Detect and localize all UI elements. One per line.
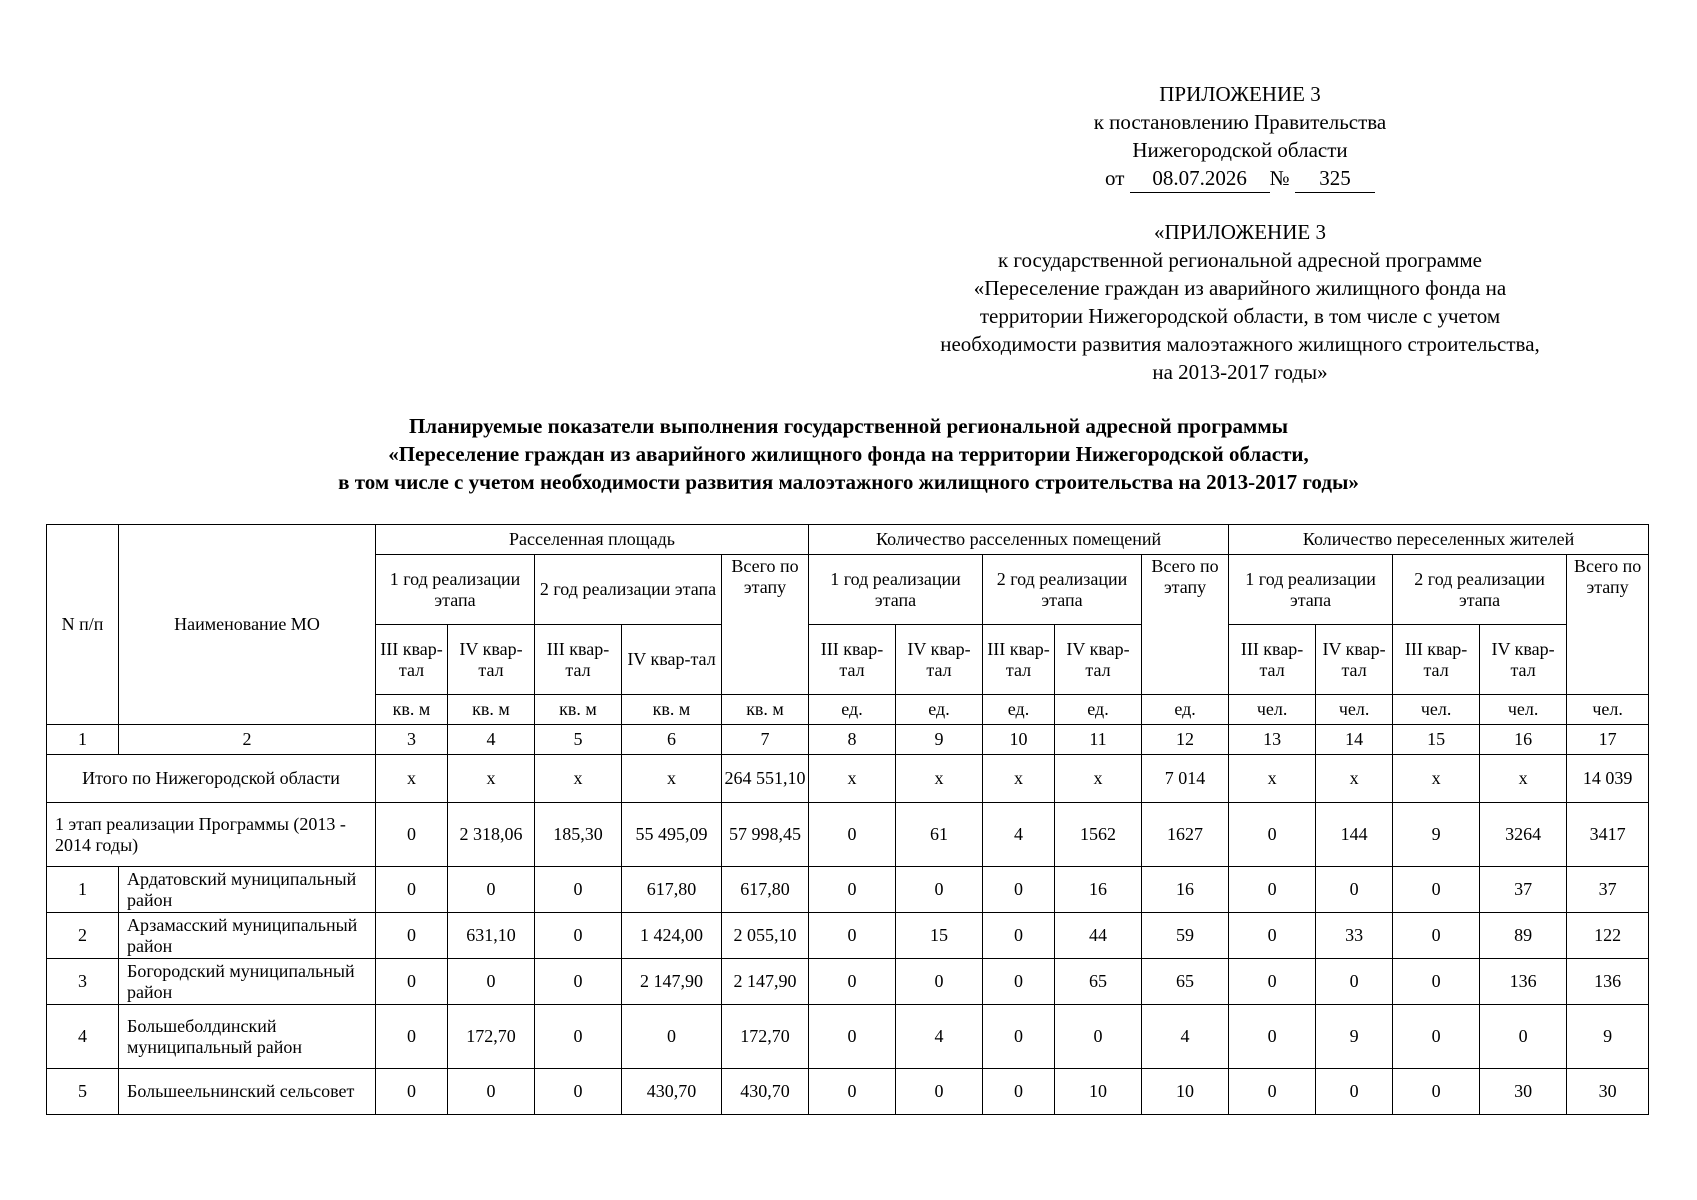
value-cell: 0 xyxy=(983,1005,1055,1069)
value-cell: 0 xyxy=(809,1069,896,1115)
value-cell: 0 xyxy=(983,867,1055,913)
table-row xyxy=(47,959,1649,1005)
people-total: Всего по этапу xyxy=(1567,555,1649,695)
value-cell: x xyxy=(376,755,448,803)
value-cell: 0 xyxy=(1393,867,1480,913)
col-number: 17 xyxy=(1567,725,1649,755)
value-cell: 136 xyxy=(1567,959,1649,1005)
value-cell: 0 xyxy=(809,959,896,1005)
value-cell: 10 xyxy=(1142,1069,1229,1115)
value-cell: 9 xyxy=(1393,803,1480,867)
indicators-table xyxy=(46,524,1649,1115)
value-cell: 37 xyxy=(1480,867,1567,913)
value-cell: 0 xyxy=(376,959,448,1005)
area-year1: 1 год реализации этапа xyxy=(376,555,535,625)
value-cell: 16 xyxy=(1142,867,1229,913)
value-cell: 0 xyxy=(1393,913,1480,959)
value-cell: 0 xyxy=(1229,959,1316,1005)
value-cell: 0 xyxy=(809,1005,896,1069)
row-number: 5 xyxy=(47,1069,119,1115)
value-cell: 0 xyxy=(1316,1069,1393,1115)
value-cell: 122 xyxy=(1567,913,1649,959)
value-cell: x xyxy=(1229,755,1316,803)
rooms-y2-q3: III квар-тал xyxy=(983,625,1055,695)
unit-cell: чел. xyxy=(1567,695,1649,725)
col-number: 5 xyxy=(535,725,622,755)
value-cell: 617,80 xyxy=(622,867,722,913)
from-label: от xyxy=(1105,166,1125,190)
value-cell: 172,70 xyxy=(448,1005,535,1069)
value-cell: 33 xyxy=(1316,913,1393,959)
people-y2-q3: III квар-тал xyxy=(1393,625,1480,695)
value-cell: 631,10 xyxy=(448,913,535,959)
value-cell: 0 xyxy=(1229,1005,1316,1069)
rooms-y1-q4: IV квар-тал xyxy=(896,625,983,695)
people-y2-q4: IV квар-тал xyxy=(1480,625,1567,695)
row-number: 1 xyxy=(47,867,119,913)
value-cell: x xyxy=(622,755,722,803)
col-number: 1 xyxy=(47,725,119,755)
table-row xyxy=(47,913,1649,959)
unit-cell: чел. xyxy=(1229,695,1316,725)
value-cell: 0 xyxy=(448,867,535,913)
value-cell: 2 318,06 xyxy=(448,803,535,867)
unit-cell: ед. xyxy=(1055,695,1142,725)
row-name: Большеболдинский муниципальный район xyxy=(119,1005,376,1069)
rooms-y2-q4: IV квар-тал xyxy=(1055,625,1142,695)
col-number: 12 xyxy=(1142,725,1229,755)
area-y2-q3: III квар-тал xyxy=(535,625,622,695)
people-year2: 2 год реализации этапа xyxy=(1393,555,1567,625)
col-number: 10 xyxy=(983,725,1055,755)
table-row xyxy=(47,1069,1649,1115)
value-cell: 0 xyxy=(1229,1069,1316,1115)
row-name: Большеельнинский сельсовет xyxy=(119,1069,376,1115)
area-y1-q4: IV квар-тал xyxy=(448,625,535,695)
value-cell: 1562 xyxy=(1055,803,1142,867)
appendix-region-line: Нижегородской области xyxy=(1132,138,1348,162)
decree-number: 325 xyxy=(1295,164,1375,193)
value-cell: x xyxy=(1393,755,1480,803)
unit-cell: кв. м xyxy=(622,695,722,725)
table-row xyxy=(47,803,1649,867)
value-cell: 30 xyxy=(1480,1069,1567,1115)
program-appendix-line3: «Переселение граждан из аварийного жилищного фонда на xyxy=(973,276,1507,300)
unit-cell: ед. xyxy=(1142,695,1229,725)
program-appendix-line6: на 2013-2017 годы» xyxy=(1152,360,1328,384)
row-number: 3 xyxy=(47,959,119,1005)
value-cell: 15 xyxy=(896,913,983,959)
rooms-y1-q3: III квар-тал xyxy=(809,625,896,695)
appendix-header xyxy=(890,80,1590,193)
value-cell: x xyxy=(809,755,896,803)
value-cell: 0 xyxy=(809,803,896,867)
value-cell: 136 xyxy=(1480,959,1567,1005)
table-row xyxy=(47,867,1649,913)
value-cell: 2 147,90 xyxy=(622,959,722,1005)
value-cell: 0 xyxy=(896,1069,983,1115)
value-cell: 0 xyxy=(1393,1005,1480,1069)
row-number: 2 xyxy=(47,913,119,959)
row-name: Итого по Нижегородской области xyxy=(47,755,376,803)
value-cell: 3417 xyxy=(1567,803,1649,867)
col-number: 4 xyxy=(448,725,535,755)
value-cell: 430,70 xyxy=(722,1069,809,1115)
header-group-people: Количество переселенных жителей xyxy=(1229,525,1649,555)
unit-cell: чел. xyxy=(1480,695,1567,725)
value-cell: 172,70 xyxy=(722,1005,809,1069)
row-number: 4 xyxy=(47,1005,119,1069)
people-y1-q3: III квар-тал xyxy=(1229,625,1316,695)
unit-cell: чел. xyxy=(1316,695,1393,725)
value-cell: 617,80 xyxy=(722,867,809,913)
value-cell: x xyxy=(448,755,535,803)
value-cell: 14 039 xyxy=(1567,755,1649,803)
value-cell: 0 xyxy=(983,1069,1055,1115)
value-cell: 0 xyxy=(1229,867,1316,913)
value-cell: 4 xyxy=(983,803,1055,867)
value-cell: 0 xyxy=(622,1005,722,1069)
value-cell: 9 xyxy=(1316,1005,1393,1069)
area-year2: 2 год реализации этапа xyxy=(535,555,722,625)
value-cell: x xyxy=(1055,755,1142,803)
col-number: 8 xyxy=(809,725,896,755)
value-cell: 0 xyxy=(983,959,1055,1005)
table-row xyxy=(47,1005,1649,1069)
people-y1-q4: IV квар-тал xyxy=(1316,625,1393,695)
program-appendix-line2: к государственной региональной адресной программе xyxy=(997,248,1483,272)
value-cell: 2 055,10 xyxy=(722,913,809,959)
value-cell: 144 xyxy=(1316,803,1393,867)
col-number: 7 xyxy=(722,725,809,755)
value-cell: 0 xyxy=(1229,803,1316,867)
col-number: 15 xyxy=(1393,725,1480,755)
rooms-year2: 2 год реализации этапа xyxy=(983,555,1142,625)
program-appendix-line5: необходимости развития малоэтажного жилищного строительства, xyxy=(940,332,1540,356)
value-cell: 0 xyxy=(1316,959,1393,1005)
appendix-date-line xyxy=(890,164,1590,193)
value-cell: 10 xyxy=(1055,1069,1142,1115)
value-cell: 0 xyxy=(1393,1069,1480,1115)
title-line-3: в том числе с учетом необходимости развития малоэтажного жилищного строительства на 2013-2017 годы» xyxy=(338,470,1359,494)
value-cell: 0 xyxy=(448,1069,535,1115)
value-cell: 1627 xyxy=(1142,803,1229,867)
unit-cell: кв. м xyxy=(535,695,622,725)
rooms-year1: 1 год реализации этапа xyxy=(809,555,983,625)
document-title xyxy=(0,412,1697,496)
value-cell: 430,70 xyxy=(622,1069,722,1115)
header-group-area: Расселенная площадь xyxy=(376,525,809,555)
column-numbers-row xyxy=(47,725,1649,755)
col-number: 9 xyxy=(896,725,983,755)
value-cell: 0 xyxy=(376,867,448,913)
value-cell: 0 xyxy=(448,959,535,1005)
value-cell: 0 xyxy=(1480,1005,1567,1069)
header-name: Наименование МО xyxy=(119,525,376,725)
title-line-1: Планируемые показатели выполнения государственной региональной адресной программы xyxy=(408,414,1289,438)
unit-cell: чел. xyxy=(1393,695,1480,725)
value-cell: 59 xyxy=(1142,913,1229,959)
value-cell: 0 xyxy=(809,867,896,913)
appendix-title: ПРИЛОЖЕНИЕ 3 xyxy=(1159,82,1321,106)
table-row xyxy=(47,755,1649,803)
value-cell: 37 xyxy=(1567,867,1649,913)
rooms-total: Всего по этапу xyxy=(1142,555,1229,695)
area-y2-q4: IV квар-тал xyxy=(622,625,722,695)
unit-cell: ед. xyxy=(983,695,1055,725)
value-cell: 0 xyxy=(896,959,983,1005)
value-cell: 4 xyxy=(1142,1005,1229,1069)
unit-cell: кв. м xyxy=(722,695,809,725)
value-cell: 0 xyxy=(535,913,622,959)
value-cell: 264 551,10 xyxy=(722,755,809,803)
col-number: 11 xyxy=(1055,725,1142,755)
value-cell: 0 xyxy=(535,1069,622,1115)
value-cell: 0 xyxy=(1316,867,1393,913)
value-cell: 7 014 xyxy=(1142,755,1229,803)
col-number: 16 xyxy=(1480,725,1567,755)
row-name: 1 этап реализации Программы (2013 - 2014 годы) xyxy=(47,803,376,867)
value-cell: 0 xyxy=(535,1005,622,1069)
value-cell: 0 xyxy=(896,867,983,913)
program-appendix-title: «ПРИЛОЖЕНИЕ 3 xyxy=(1154,220,1326,244)
unit-cell: кв. м xyxy=(376,695,448,725)
value-cell: 2 147,90 xyxy=(722,959,809,1005)
unit-cell: ед. xyxy=(896,695,983,725)
value-cell: x xyxy=(535,755,622,803)
header-group-rooms: Количество расселенных помещений xyxy=(809,525,1229,555)
row-name: Богородский муниципальный район xyxy=(119,959,376,1005)
header-num: N п/п xyxy=(47,525,119,725)
value-cell: 65 xyxy=(1055,959,1142,1005)
unit-cell: ед. xyxy=(809,695,896,725)
value-cell: x xyxy=(1480,755,1567,803)
row-name: Ардатовский муниципальный район xyxy=(119,867,376,913)
decree-date: 08.07.2026 xyxy=(1130,164,1270,193)
value-cell: 0 xyxy=(983,913,1055,959)
value-cell: 16 xyxy=(1055,867,1142,913)
value-cell: 0 xyxy=(376,1005,448,1069)
value-cell: 0 xyxy=(376,1069,448,1115)
value-cell: 61 xyxy=(896,803,983,867)
program-appendix-header xyxy=(880,218,1600,386)
col-number: 14 xyxy=(1316,725,1393,755)
value-cell: 44 xyxy=(1055,913,1142,959)
unit-cell: кв. м xyxy=(448,695,535,725)
value-cell: 1 424,00 xyxy=(622,913,722,959)
value-cell: 0 xyxy=(1055,1005,1142,1069)
value-cell: 65 xyxy=(1142,959,1229,1005)
program-appendix-line4: территории Нижегородской области, в том числе с учетом xyxy=(979,304,1501,328)
value-cell: 30 xyxy=(1567,1069,1649,1115)
col-number: 13 xyxy=(1229,725,1316,755)
area-total: Всего по этапу xyxy=(722,555,809,695)
value-cell: 0 xyxy=(535,867,622,913)
value-cell: x xyxy=(896,755,983,803)
value-cell: 0 xyxy=(1229,913,1316,959)
col-number: 2 xyxy=(119,725,376,755)
value-cell: 4 xyxy=(896,1005,983,1069)
value-cell: 9 xyxy=(1567,1005,1649,1069)
value-cell: 55 495,09 xyxy=(622,803,722,867)
value-cell: 0 xyxy=(1393,959,1480,1005)
value-cell: 185,30 xyxy=(535,803,622,867)
appendix-decree-line: к постановлению Правительства xyxy=(1093,110,1387,134)
value-cell: 0 xyxy=(376,803,448,867)
number-label: № xyxy=(1269,166,1290,190)
col-number: 3 xyxy=(376,725,448,755)
value-cell: 57 998,45 xyxy=(722,803,809,867)
value-cell: 3264 xyxy=(1480,803,1567,867)
value-cell: x xyxy=(983,755,1055,803)
value-cell: 89 xyxy=(1480,913,1567,959)
area-y1-q3: III квар-тал xyxy=(376,625,448,695)
col-number: 6 xyxy=(622,725,722,755)
title-line-2: «Переселение граждан из аварийного жилищного фонда на территории Нижегородской области, xyxy=(388,442,1309,466)
value-cell: 0 xyxy=(535,959,622,1005)
people-year1: 1 год реализации этапа xyxy=(1229,555,1393,625)
value-cell: x xyxy=(1316,755,1393,803)
value-cell: 0 xyxy=(376,913,448,959)
row-name: Арзамасский муниципальный район xyxy=(119,913,376,959)
value-cell: 0 xyxy=(809,913,896,959)
